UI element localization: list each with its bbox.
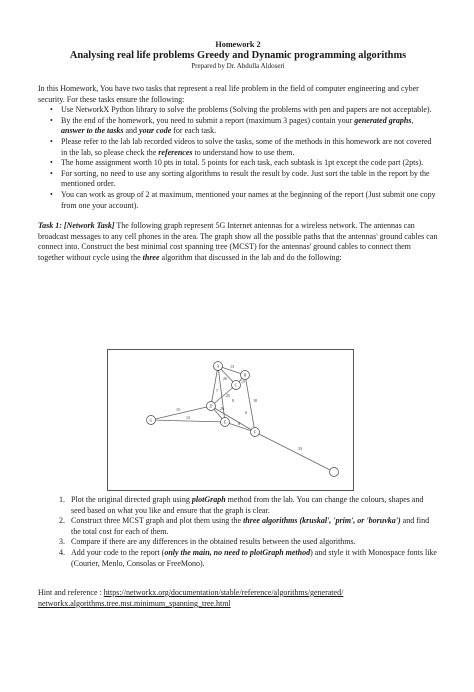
document-title: Analysing real life problems Greedy and Dynamic programming algorithms [69, 50, 407, 61]
list-item [38, 495, 438, 516]
graph-node-b [241, 371, 250, 380]
task1-paragraph [38, 221, 438, 263]
node-label: F [253, 429, 257, 435]
edge-weight: 8 [232, 398, 234, 403]
list-item [38, 105, 438, 116]
list-item [38, 158, 438, 169]
author-line: Prepared by Dr. Abdulla Aldoseri [191, 62, 285, 70]
node-label: G [149, 417, 153, 423]
reference-link-continued[interactable]: networkx.algorithms.tree.mst.minimum_spanning_tree.html [38, 598, 231, 608]
emphasis-text: generated graphs [354, 115, 412, 125]
bullet-text: By the end of the homework, you need to submit a report (maximum 3 pages) contain your [61, 115, 355, 125]
edge-weight: 18 [253, 398, 257, 403]
graph-node-g [147, 416, 156, 425]
list-item [38, 548, 438, 569]
edge-weight: 8 [238, 421, 240, 426]
step-number: 3. [59, 537, 65, 547]
step-number: 1. [59, 495, 65, 504]
list-item [38, 537, 438, 548]
step-text: and find the total cost for each of them. [71, 516, 430, 536]
bullet-text: for each task. [171, 126, 217, 136]
step-number: 4. [59, 547, 65, 557]
intro-paragraph: In this Homework, You have two tasks that represent a real life problem in the field of computer engineering and cyber security. For these tasks ensure the following: [38, 84, 419, 104]
requirements-list [38, 105, 438, 211]
graph-node-d [207, 402, 216, 411]
emphasis-text: your code [139, 126, 172, 136]
document-header [38, 40, 438, 71]
edge-weight-labels [176, 364, 302, 451]
task1-label: Task 1: [Network Task] [38, 221, 115, 231]
reference-link[interactable]: https://networkx.org/documentation/stable/reference/algorithms/generated/ [103, 588, 344, 597]
task1-steps [38, 495, 438, 569]
document-page [38, 40, 438, 608]
graph-edge [253, 429, 334, 472]
list-item [38, 516, 438, 537]
bullet-text: For sorting, no need to use any sorting algorithms to result the result by code. Just sort the table in the report by the mentioned order. [61, 168, 430, 189]
task1-text-end: algorithm that discussed in the lab and do the following: [159, 252, 342, 262]
list-item [38, 190, 438, 211]
graph-node-e [221, 418, 230, 427]
network-graph-figure [107, 349, 354, 491]
node-label: C [234, 382, 238, 388]
edge-weight: 6 [245, 410, 247, 415]
task1-text: The following graph represent 5G Internet antennas for a wireless network. The antennas can broadcast messages to any cell phones in the area. The graph show all the possible paths that the antennas' ground cables can connect into. Construct the best minimal cost spanning tree (MCST) for the antennas' ground cables to connect them together without cycle using the [38, 221, 438, 262]
bullet-text: Please refer to the lab lab recorded videos to solve the tasks, some of the methods in this homework are not covered in the lab, so please check the [61, 136, 432, 157]
bullet-text: , [411, 115, 414, 125]
node-label: B [243, 372, 247, 378]
node-label: A [216, 363, 220, 369]
step-text: Compare if there are any differences in the obtained results between the used algorithms. [71, 537, 356, 547]
list-item [38, 116, 438, 137]
edge-weight: 26 [220, 406, 224, 411]
graph-node-a [214, 362, 223, 371]
edge-weight: 12 [186, 415, 190, 420]
edge-weight: 15 [176, 407, 180, 412]
emphasis-text: answer to the tasks [61, 126, 124, 136]
network-graph [108, 350, 353, 490]
graph-edge [209, 403, 255, 432]
hint-label: Hint and reference : [38, 588, 104, 597]
graph-node-c [232, 381, 241, 390]
step-text: Add your code to the report ( [71, 547, 165, 557]
node-label: D [209, 403, 213, 409]
bullet-text: The home assignment worth 10 pts in total. 5 points for each task, each subtask is 1pt except the code part (2pts). [61, 158, 424, 168]
step-text: ) and style it with Monospace fonts like (Courier, Menlo, Consolas or FreeMono). [71, 547, 437, 568]
graph-edge [151, 403, 213, 420]
edge-weight: 26 [223, 376, 227, 381]
emphasis-text: three [142, 252, 160, 262]
emphasis-text: only the main, no need to plotGraph method [164, 547, 311, 557]
graph-edge [149, 417, 225, 423]
list-item [38, 169, 438, 190]
edge-weight: 13 [230, 364, 234, 369]
edge-weight: 33 [298, 446, 302, 451]
list-item [38, 137, 438, 158]
edge-weight: 7 [216, 388, 218, 393]
graph-edge [243, 372, 255, 432]
step-text: method from the lab. You can change the colours, shapes and seed based on what you like and ensure that the graph is clear. [71, 495, 424, 515]
edge-weight: 15 [241, 379, 245, 384]
bullet-text: to understand how to use them. [192, 147, 295, 157]
graph-node-f [251, 428, 260, 437]
step-number: 2. [59, 516, 65, 526]
graph-edge [211, 363, 220, 406]
homework-label: Homework 2 [215, 40, 261, 49]
step-text: Construct three MCST graph and plot them using the [71, 516, 244, 526]
graph-node-end [330, 468, 339, 477]
emphasis-text: references [158, 147, 193, 157]
node-label: E [223, 419, 227, 425]
step-text: Plot the original directed graph using [71, 495, 192, 504]
emphasis-text: three algorithms (kruskal', 'prim', or 'boruvka') [243, 516, 401, 526]
emphasis-text: plotGraph [191, 495, 226, 504]
bullet-text: You can work as group of 2 at maximum, mentioned your names at the beginning of the report (Just submit one copy from one your account). [61, 189, 436, 210]
hint-paragraph [38, 588, 438, 609]
bullet-text: Use NetworkX Python library to solve the problems (Solving the problems with pen and papers are not acceptable). [61, 105, 432, 115]
bullet-text: and [123, 126, 140, 136]
edge-weight: 25 [226, 393, 230, 398]
